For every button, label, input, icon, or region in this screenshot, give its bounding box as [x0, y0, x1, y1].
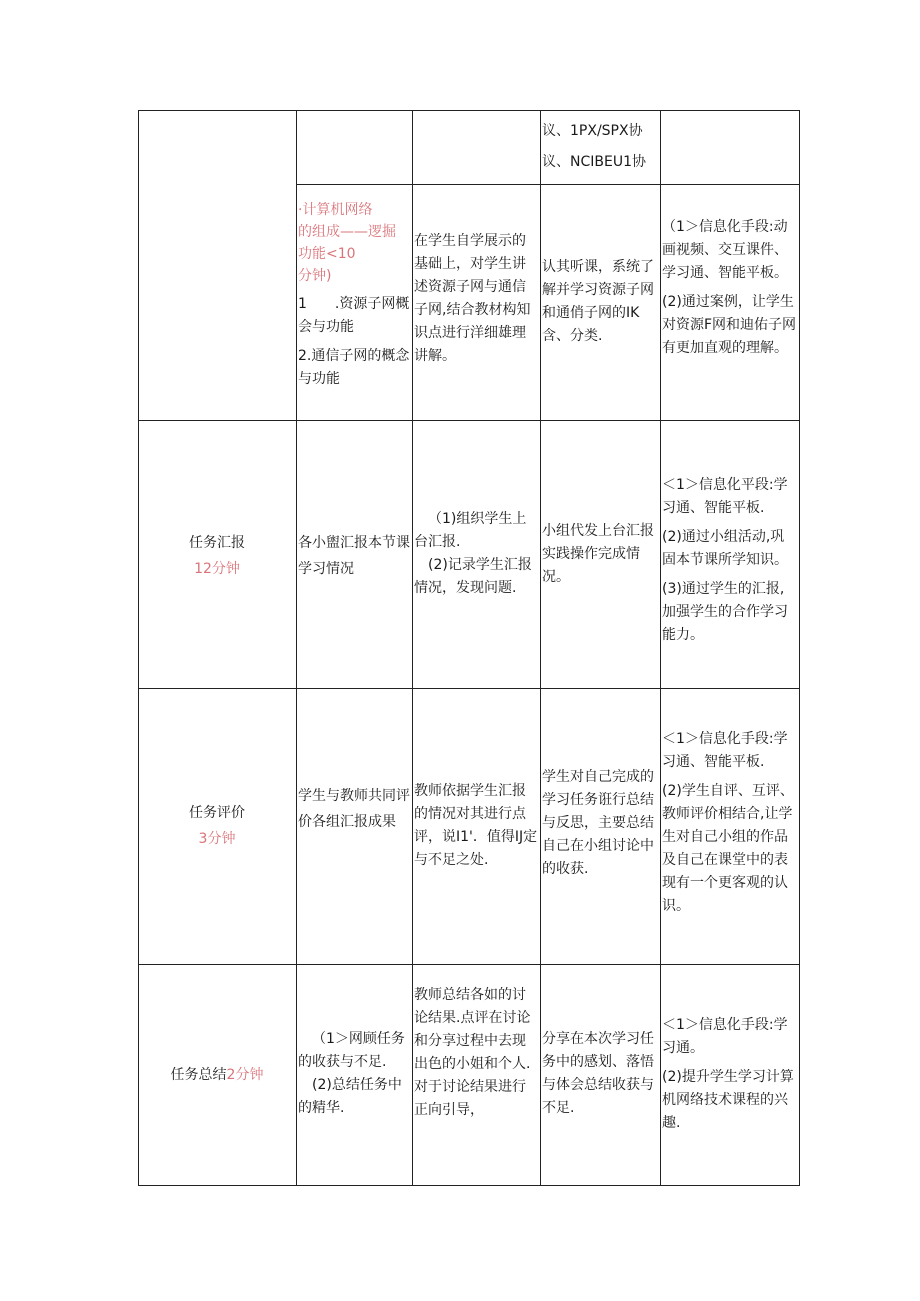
row-divider	[138, 688, 800, 689]
content-item: （1＞网顾任务的收获与不足.	[298, 1031, 405, 1070]
teacher-activity-item: （1)组织学生上台汇报.	[414, 511, 527, 550]
row-divider	[296, 184, 800, 185]
student-activity-text: 小组代发上台汇报实践操作完成情况。	[542, 523, 654, 585]
row2-intent-cell	[662, 216, 798, 360]
phase-title: 任务评价	[189, 805, 245, 821]
phase-title: 任务总结	[170, 1067, 227, 1083]
design-intent-item: ＜1＞信息化手段:学习通、智能平板.	[662, 731, 788, 770]
row4-phase-cell	[139, 800, 295, 852]
row5-phase-cell	[139, 1064, 295, 1087]
row2-content-cell	[298, 199, 410, 391]
row3-content-cell	[298, 530, 410, 582]
content-text: 学生与教师共同评价各组汇报成果	[298, 788, 410, 830]
row5-content-cell	[298, 1028, 410, 1120]
table-border-right	[799, 110, 800, 1186]
row-divider	[138, 964, 800, 965]
student-activity-text: 认其听课，系统了解并学习资源子网和通俏子网的IK含、分类.	[542, 259, 654, 344]
content-item: (2)总结任务中的精华.	[298, 1077, 402, 1116]
row3-teacher-cell	[414, 508, 539, 600]
row4-content-cell	[298, 783, 410, 835]
table-border-bottom	[138, 1185, 800, 1186]
row3-phase-cell	[139, 530, 295, 582]
row4-intent-cell	[662, 728, 798, 918]
content-heading-line: 的组成——逻掘	[298, 224, 396, 240]
column-divider	[296, 110, 297, 1186]
phase-duration: 2分钟	[226, 1067, 264, 1083]
row5-student-cell	[542, 1028, 659, 1120]
content-heading-line: 功能<10	[298, 246, 356, 262]
row3-intent-cell	[662, 474, 798, 647]
row5-intent-cell	[662, 1014, 798, 1135]
design-intent-item: (3)通过学生的汇报,加强学生的合作学习能力。	[662, 581, 788, 643]
phase-title: 任务汇报	[189, 535, 245, 551]
row1-student-cell	[542, 116, 658, 178]
phase-duration: 3分钟	[198, 831, 236, 847]
row2-student-cell	[542, 256, 659, 348]
column-divider	[540, 110, 541, 1186]
table-border-left	[138, 110, 139, 1186]
design-intent-item: (2)提升学生学习计算机网络技术课程的兴趣.	[662, 1069, 794, 1131]
phase-duration: 12分钟	[194, 561, 240, 577]
row3-student-cell	[542, 520, 659, 589]
design-intent-item: (2)通过小组活动,巩固本节课所学知识。	[662, 529, 788, 568]
teacher-activity-item: (2)记录学生汇报情况，发现问题.	[414, 557, 532, 596]
column-divider	[660, 110, 661, 1186]
column-divider	[412, 110, 413, 1186]
design-intent-item: ＜1＞信息化手段:学习通。	[662, 1017, 788, 1056]
student-activity-text: 学生对自己完成的学习任务诳行总结与反思，主要总结自己在小组讨论中的收获.	[542, 769, 654, 877]
lesson-plan-table	[138, 110, 800, 1186]
content-item: 2.通信子网的概念与功能	[298, 348, 410, 387]
row4-teacher-cell	[414, 780, 539, 872]
row-divider	[138, 420, 800, 421]
teacher-activity-text: 在学生自学展示的基础上，对学生讲述资源子网与通信子网,结合教材构知识点进行洋细雄理讲解。	[414, 233, 531, 364]
row2-teacher-cell	[414, 230, 539, 368]
design-intent-item: ＜1＞信息化平段:学习通、智能平板.	[662, 477, 788, 516]
row5-teacher-cell	[414, 984, 539, 1122]
content-heading-line: ·计算机网络	[298, 202, 373, 218]
design-intent-item: (2)通过案例，让学生对资源F网和迪佑子网有更加直观的理解。	[662, 294, 797, 356]
content-text: 各小盥汇报本节课学习情况	[298, 535, 410, 577]
teacher-activity-text: 教师依据学生汇报的情况对其进行点评，说I1'．值得IJ定与不足之处.	[414, 783, 538, 868]
design-intent-item: (2)学生自评、互评、教师评价相结合,让学生对自己小组的作品及自己在课堂中的表现有一个更客观的认识。	[662, 783, 794, 914]
row4-student-cell	[542, 766, 659, 881]
student-activity-text: 分享在本次学习任务中的感划、落悟与体会总结收获与不足.	[542, 1031, 654, 1116]
design-intent-item: （1＞信息化手段:动画视频、交互课件、学习通、智能平板。	[662, 219, 788, 281]
content-item: 1 .资源子网概会与功能	[298, 296, 410, 335]
student-text-line: 议、NCIBEU1协	[542, 154, 646, 170]
student-text-line: 议、1PX/SPX协	[542, 123, 643, 139]
teacher-activity-text: 教师总结各如的讨论结果.点评在讨论和分享过程中去现出色的小姐和个人.对于讨论结果进行正向引导，	[414, 987, 531, 1118]
content-heading-line: 分钟)	[298, 268, 332, 284]
table-border-top	[138, 110, 800, 111]
